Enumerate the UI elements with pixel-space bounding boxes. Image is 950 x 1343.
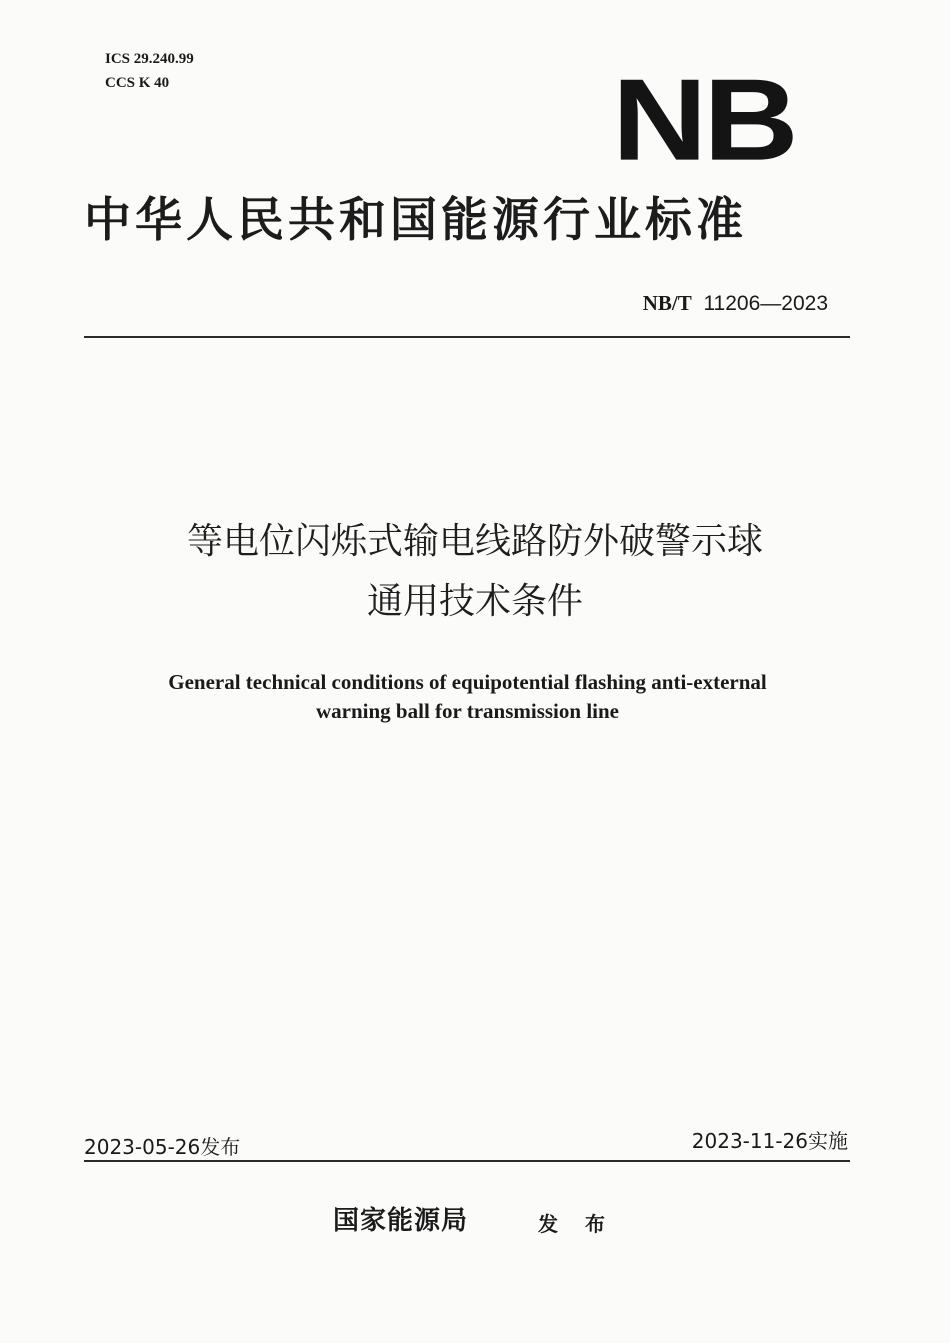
standard-number (643, 290, 828, 317)
nb-logo: NB (612, 54, 795, 185)
bottom-divider (84, 1160, 850, 1162)
chinese-title (0, 512, 950, 632)
ics-code: ICS 29.240.99 (105, 51, 194, 67)
issue-date: 2023-05-26发布 (84, 1135, 241, 1159)
english-title (0, 668, 935, 726)
standard-prefix: NB/T (642, 291, 692, 315)
publish-label: 发 布 (538, 1212, 615, 1236)
top-divider (84, 336, 850, 338)
chinese-title-line-2: 通用技术条件 (366, 581, 583, 622)
chinese-title-line-1: 等电位闪烁式输电线路防外破警示球 (186, 521, 763, 562)
industry-standard-heading: 中华人民共和国能源行业标准 (84, 193, 747, 248)
standard-code: 11206—2023 (703, 292, 828, 315)
implementation-date: 2023-11-26实施 (691, 1129, 848, 1153)
english-title-line-2: warning ball for transmission line (316, 699, 619, 723)
issuing-authority: 国家能源局 (333, 1206, 469, 1236)
ccs-code: CCS K 40 (105, 75, 170, 91)
english-title-line-1: General technical conditions of equipotential flashing anti-external (168, 670, 767, 694)
